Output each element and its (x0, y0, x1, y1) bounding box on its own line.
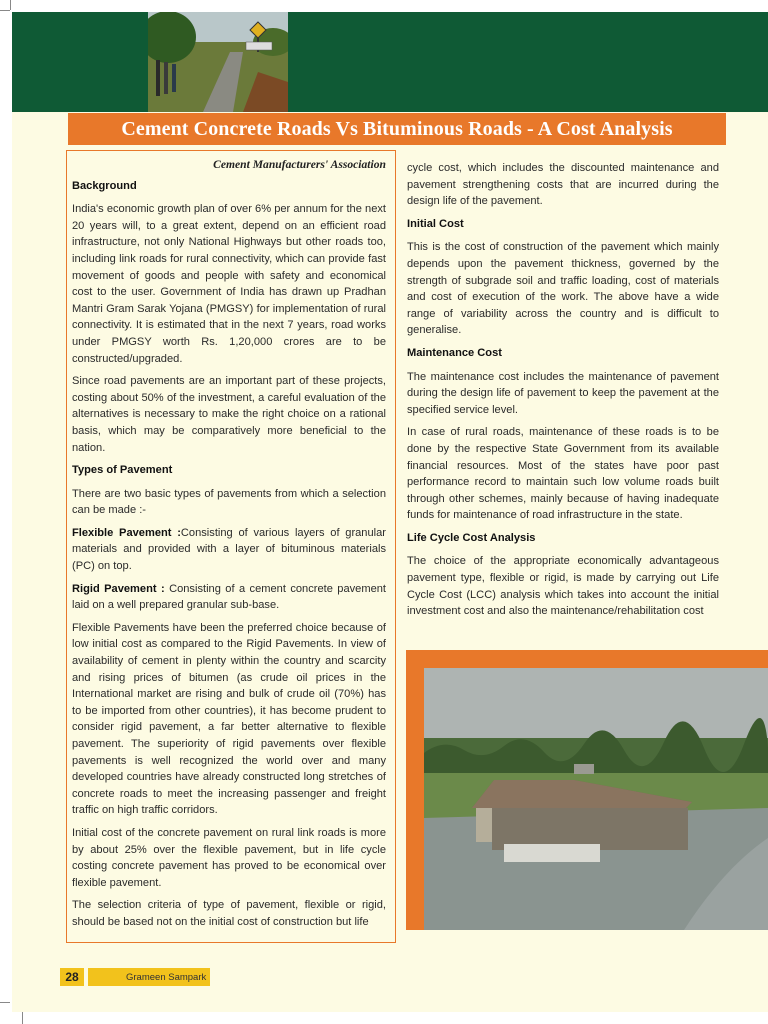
paragraph: There are two basic types of pavements from which a selection can be made :- (72, 487, 386, 517)
heading-maintenance-cost: Maintenance Cost (407, 346, 502, 359)
left-column (72, 157, 386, 937)
crop-mark (0, 1002, 10, 1003)
heading-background: Background (72, 179, 137, 192)
term-text: Consisting of a cement concrete pavement laid on a well prepared granular sub-base. (72, 582, 386, 612)
heading-types-of-pavement: Types of Pavement (72, 464, 173, 477)
paragraph: Since road pavements are an important part of these projects, costing about 50% of the investment, a careful evaluation of the alternatives is necessary to make the right choice on a rational basis, which may be comparatively more beneficial to the nation. (72, 375, 386, 454)
term-label: Rigid Pavement : (72, 582, 170, 595)
page-number: 28 (60, 968, 84, 986)
crop-mark (10, 0, 11, 10)
paragraph: Initial cost of the concrete pavement on rural link roads is more by about 25% over the flexible pavement, but in life cycle costing concrete pavement has proved to be economical over flexible pavement. (72, 826, 386, 889)
author: Cement Manufacturers' Association (213, 158, 386, 171)
paragraph: India's economic growth plan of over 6% per annum for the next 20 years will, to a great extent, depend on an efficient road infrastructure, not only National Highways but other roads too, including link roads for rural connectivity, which can provide fast movement of goods and people with safety and economical cost to the user. Government of India has drawn up Pradhan Mantri Gram Sarak Yojana (PMGSY) for implementation of rural connectivity. It is estimated that in the next 7 years, road works under PMGSY worth Rs. 1,20,000 crores are to be constructed/upgraded. (72, 203, 386, 365)
paragraph: Flexible Pavements have been the preferred choice because of low initial cost as compared to the Rigid Pavements. In view of availability of cement in plenty within the country and scarcity and rising prices of bitumen (as crude oil prices in the International market are rising and bulk of crude oil (70%) has to be imported from other countries), it has become prudent to consider rigid pavement, a far better alternative to flexible pavement. The superiority of rigid pavements over flexible pavements is well recognized the world over and many developed countries have already constructed long stretches of concrete roads to meet the increasing passenger and freight traffic on high traffic corridors. (72, 621, 386, 817)
term-text: Consisting of various layers of granular materials and provided with a layer of bituminous materials (PC) on top. (72, 526, 386, 573)
paragraph: The maintenance cost includes the maintenance of pavement during the design life of pavement to keep the pavement at the specified service level. (407, 370, 719, 416)
magazine-name: Grameen Sampark (88, 968, 210, 986)
rural-shed-photo (424, 668, 768, 930)
paragraph: The selection criteria of type of pavement, flexible or rigid, should be based not on the initial cost of construction but life (72, 899, 386, 928)
term-label: Flexible Pavement : (72, 526, 181, 539)
paragraph: This is the cost of construction of the pavement which mainly depends upon the pavement thickness, governed by the strength of subgrade soil and traffic loading, cost of materials and cost of execution of the work. The above have a wide range of variability across the country and is difficult to generalise. (407, 241, 719, 337)
flexible-pavement-definition (72, 525, 386, 575)
paragraph: In case of rural roads, maintenance of these roads is to be done by the respective State Government from its available financial resources. Most of the states have poor past performance record to maintain such low volume roads built through other schemes, mainly because of having inadequate funds for maintenance of road infrastructure in the state. (407, 426, 719, 522)
article-title: Cement Concrete Roads Vs Bituminous Roads - A Cost Analysis (121, 117, 673, 140)
crop-mark (0, 10, 10, 11)
heading-initial-cost: Initial Cost (407, 217, 464, 230)
header-banner (12, 12, 768, 112)
paragraph: The choice of the appropriate economically advantageous pavement type, flexible or rigid, is made by carrying out Life Cycle Cost (LCC) analysis which takes into account the initial investment cost and also the maintenance/rehabilitation cost (407, 555, 719, 618)
paragraph: cycle cost, which includes the discounted maintenance and pavement strengthening costs that are incurred during the design life of the pavement. (407, 162, 719, 208)
rigid-pavement-definition (72, 581, 386, 614)
rural-road-photo (148, 12, 288, 112)
title-bar (68, 113, 726, 145)
heading-life-cycle-cost: Life Cycle Cost Analysis (407, 531, 536, 544)
crop-mark (22, 1012, 23, 1024)
right-column (407, 160, 719, 626)
